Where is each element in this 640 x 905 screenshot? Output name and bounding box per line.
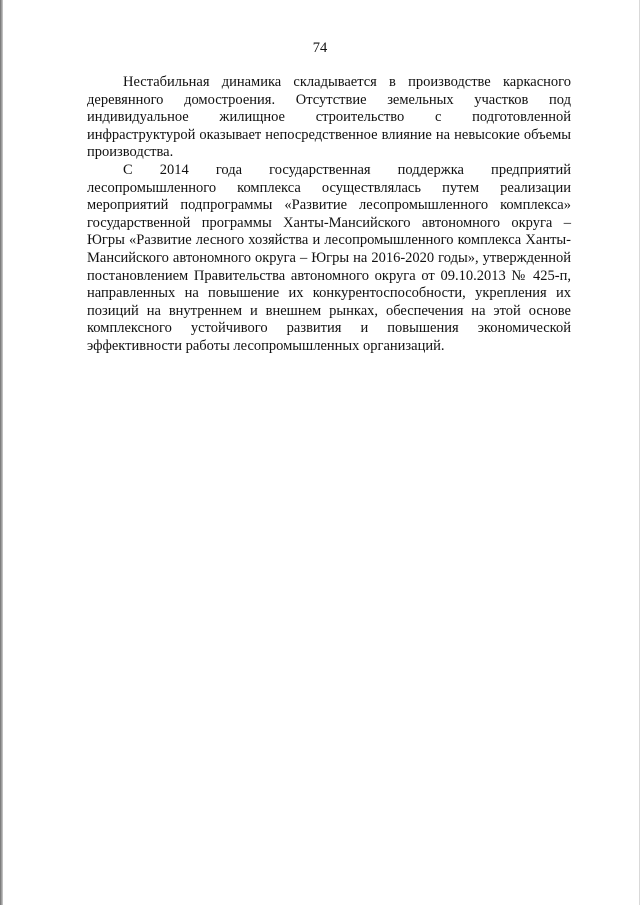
document-body — [87, 74, 571, 356]
paragraph-wood-housing: Нестабильная динамика складывается в производстве каркасного деревянного домостроения. Отсутствие земельных участков под индивидуальное жилищное строительство с подготовленной инфраструктурой оказывает непосредственное влияние на невысокие объемы производства. — [87, 74, 571, 161]
scan-left-edge — [0, 0, 3, 905]
page-number: 74 — [312, 40, 328, 56]
paragraph-state-support: С 2014 года государственная поддержка предприятий лесопромышленного комплекса осуществлялась путем реализации мероприятий подпрограммы «Развитие лесопромышленного комплекса» государственной программы Ханты-Мансийского автономного округа – Югры «Развитие лесного хозяйства и лесопромышленного комплекса Ханты-Мансийского автономного округа – Югры на 2016-2020 годы», утвержденной постановлением Правительства автономного округа от 09.10.2013 № 425-п, направленных на повышение их конкурентоспособности, укрепления их позиций на внутреннем и внешнем рынках, обеспечения на этой основе комплексного устойчивого развития и повышения экономической эффективности работы лесопромышленных организаций. — [87, 161, 571, 354]
